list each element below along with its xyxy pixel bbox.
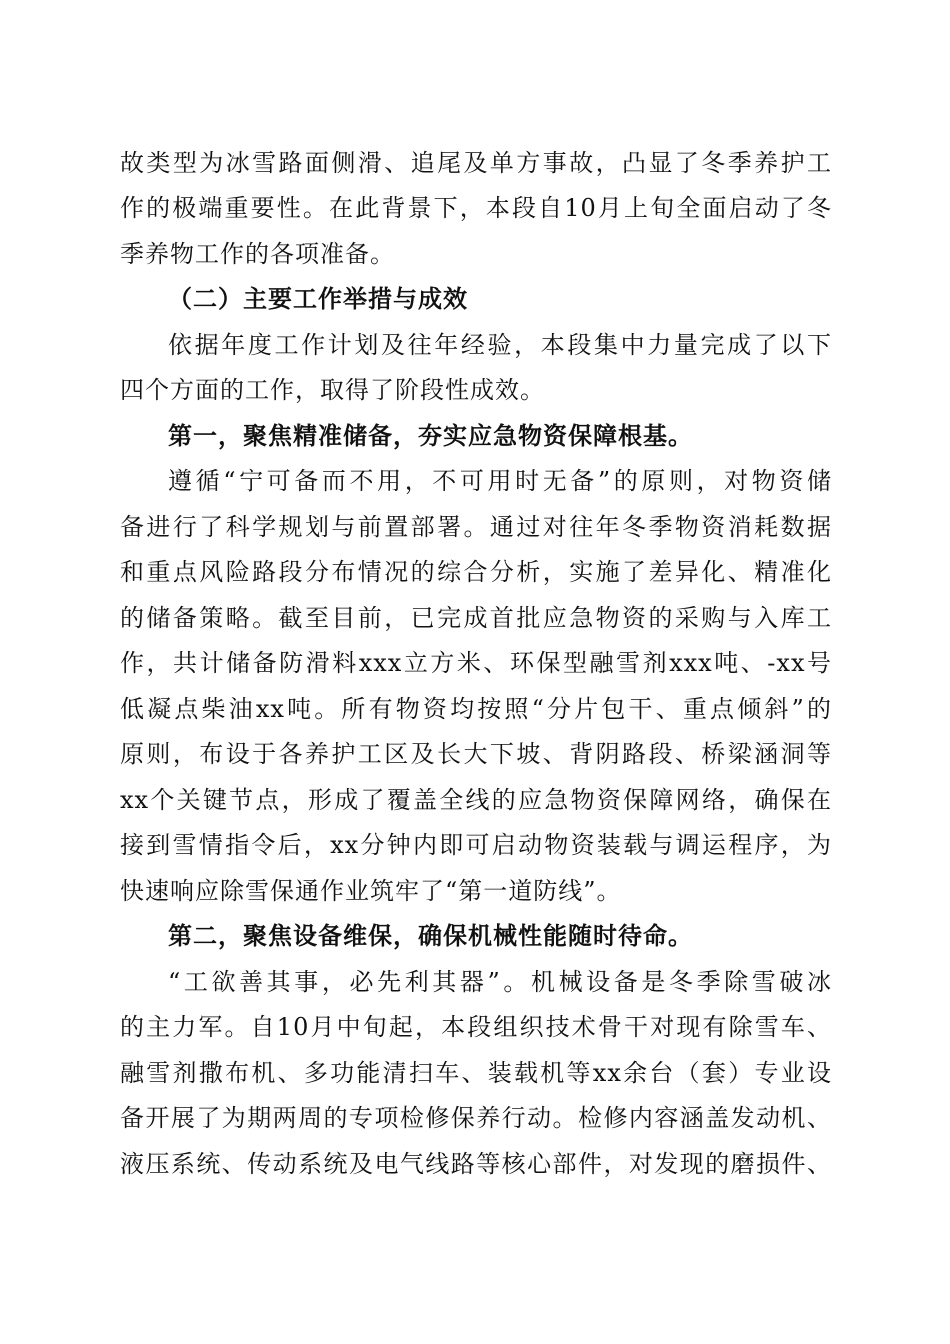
body-text-line: 备开展了为期两周的专项检修保养行动。检修内容涵盖发动机、 <box>120 1104 832 1132</box>
body-text-line: 和重点风险路段分布情况的综合分析，实施了差异化、精准化 <box>120 558 832 586</box>
body-text-line: 四个方面的工作，取得了阶段性成效。 <box>120 376 545 404</box>
body-text-line: 液压系统、传动系统及电气线路等核心部件，对发现的磨损件、 <box>120 1150 832 1178</box>
body-text-line: 依据年度工作计划及往年经验，本段集中力量完成了以下 <box>168 331 832 359</box>
body-text-line: 融雪剂撒布机、多功能清扫车、装载机等xx余台（套）专业设 <box>120 1059 832 1087</box>
body-text-line: 作，共计储备防滑料xxx立方米、环保型融雪剂xxx吨、-xx号 <box>120 649 832 677</box>
body-text-line: 接到雪情指令后，xx分钟内即可启动物资装载与调运程序，为 <box>120 831 832 859</box>
subsection-heading: 第一，聚焦精准储备，夯实应急物资保障根基。 <box>168 421 693 450</box>
body-text-line: 低凝点柴油xx吨。所有物资均按照“分片包干、重点倾斜”的 <box>120 695 832 723</box>
body-text-line: 的储备策略。截至目前，已完成首批应急物资的采购与入库工 <box>120 604 832 632</box>
body-text-line: “工欲善其事，必先利其器”。机械设备是冬季除雪破冰 <box>168 968 832 996</box>
body-text-line: 备进行了科学规划与前置部署。通过对往年冬季物资消耗数据 <box>120 513 832 541</box>
body-text-line: 故类型为冰雪路面侧滑、追尾及单方事故，凸显了冬季养护工 <box>120 149 832 177</box>
body-text-line: 作的极端重要性。在此背景下，本段自10月上旬全面启动了冬 <box>120 194 832 222</box>
body-text-line: 原则，布设于各养护工区及长大下坡、背阴路段、桥梁涵洞等 <box>120 740 832 768</box>
section-heading: （二）主要工作举措与成效 <box>168 284 468 313</box>
body-text-line: 的主力军。自10月中旬起，本段组织技术骨干对现有除雪车、 <box>120 1013 832 1041</box>
subsection-heading: 第二，聚焦设备维保，确保机械性能随时待命。 <box>168 921 693 950</box>
body-text-line: 遵循“宁可备而不用，不可用时无备”的原则，对物资储 <box>168 467 832 495</box>
body-text-line: xx个关键节点，形成了覆盖全线的应急物资保障网络，确保在 <box>120 786 832 814</box>
body-text-line: 季养物工作的各项准备。 <box>120 240 395 268</box>
body-text-line: 快速响应除雪保通作业筑牢了“第一道防线”。 <box>120 877 622 905</box>
